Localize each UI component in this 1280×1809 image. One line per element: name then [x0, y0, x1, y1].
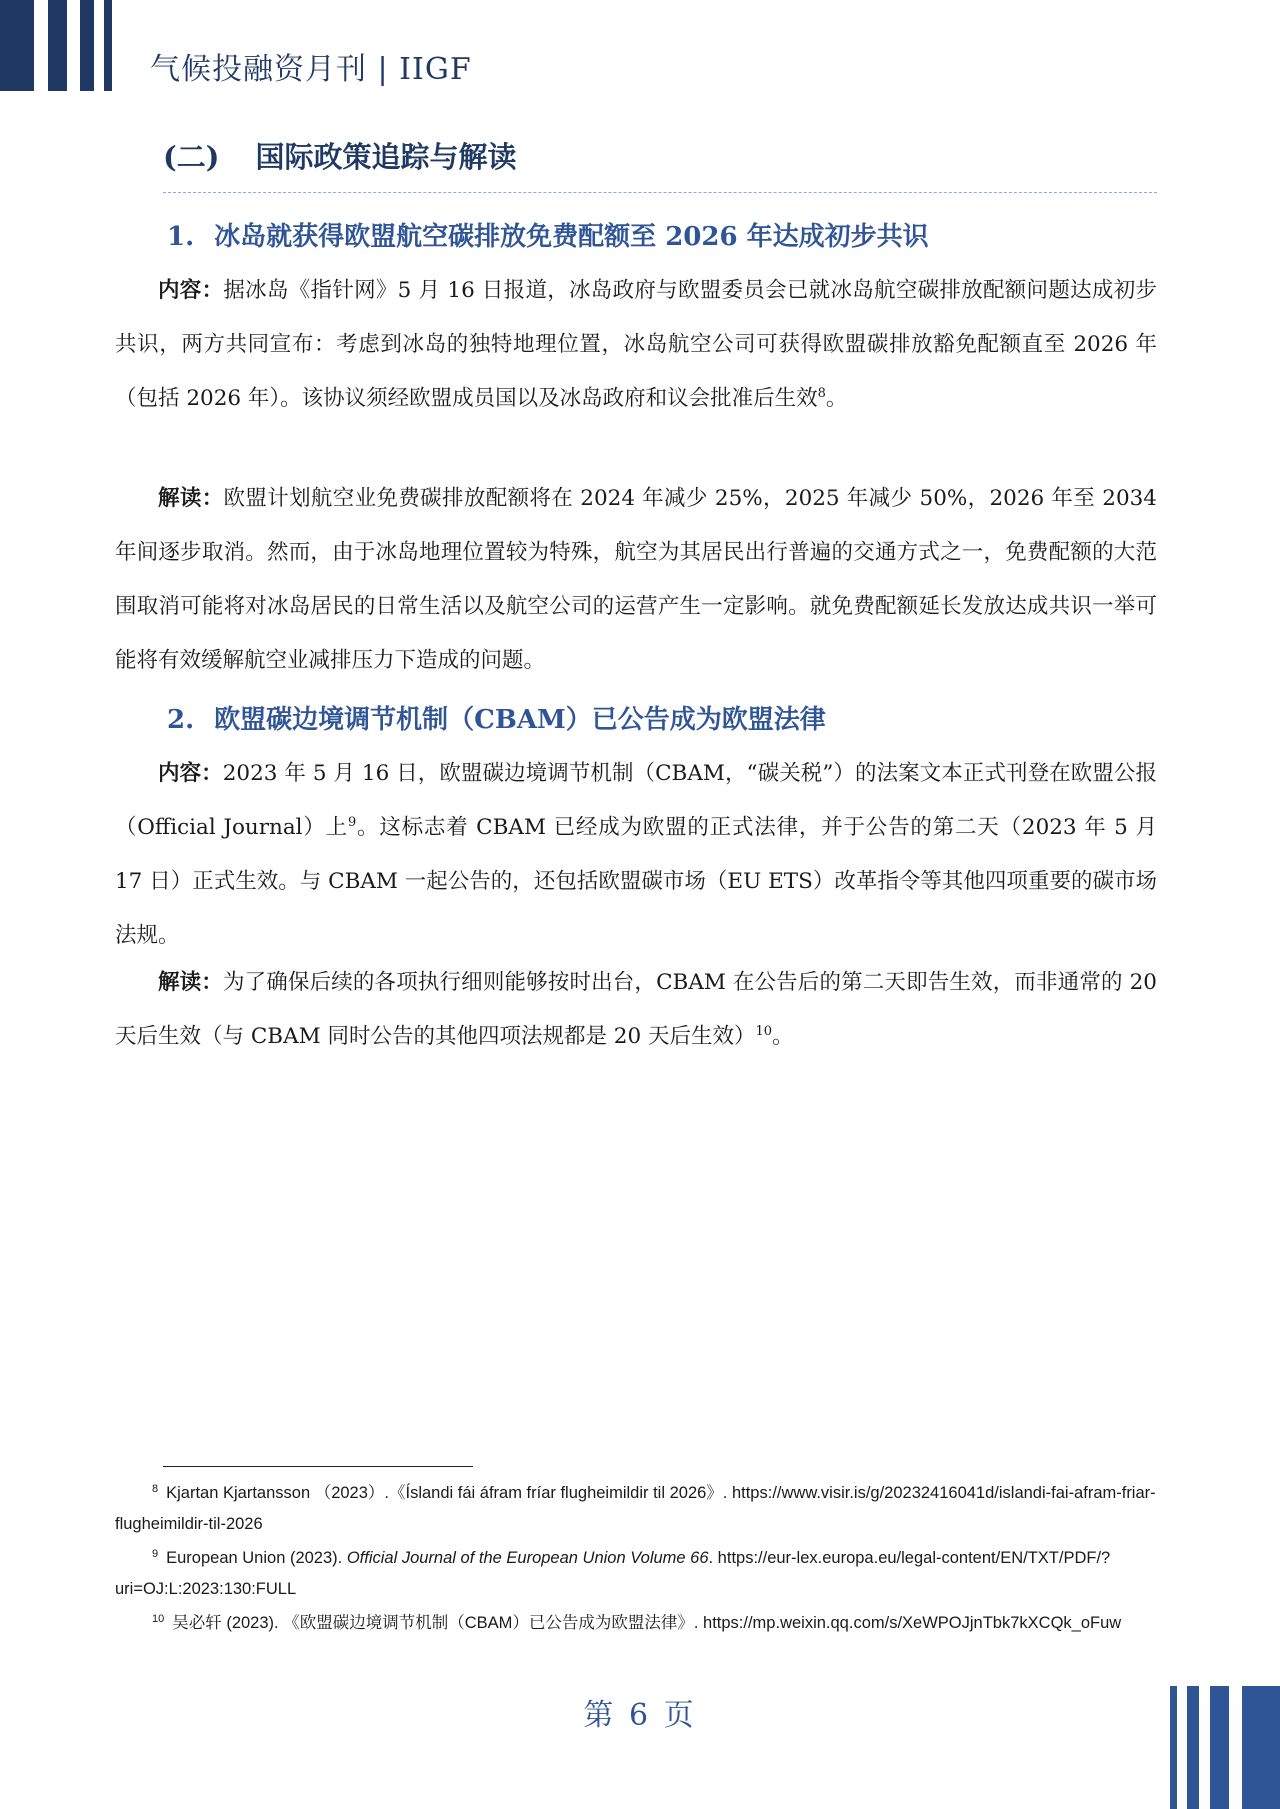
- analysis-label: 解读：: [158, 486, 224, 511]
- footnote-ref[interactable]: 10: [755, 1023, 773, 1039]
- content-text: 2023 年 5 月 16 日，欧盟碳边境调节机制（CBAM，“碳关税”）的法案文本正式刊登在欧盟公报（Official Journal）上: [115, 761, 1157, 840]
- item-title: 欧盟碳边境调节机制（CBAM）已公告成为欧盟法律: [214, 705, 826, 735]
- header-bar: [0, 0, 34, 91]
- header-bar: [80, 0, 94, 91]
- analysis-text: 欧盟计划航空业免费碳排放配额将在 2024 年减少 25%，2025 年减少 50%，2026 年至 2034 年间逐步取消。然而，由于冰岛地理位置较为特殊，航空为其居民出行普遍的交通方式之一，免费配额的大范围取消可能将对冰岛居民的日常生活以及航空公司的运营产生一定影响。就免费配额延长发放达成共识一举可能将有效缓解航空业减排压力下造成的问题。: [115, 486, 1157, 673]
- analysis-paragraph: [115, 956, 1157, 1064]
- content-text: 。这标志着 CBAM 已经成为欧盟的正式法律，并于公告的第二天（2023 年 5 月 17 日）正式生效。与 CBAM 一起公告的，还包括欧盟碳市场（EU ETS）改革指令等其他四项重要的碳市场法规。: [115, 815, 1157, 948]
- analysis-end: 。: [772, 1024, 794, 1049]
- footer-decoration-bars: [1170, 1686, 1280, 1809]
- content-text: 据冰岛《指针网》5 月 16 日报道，冰岛政府与欧盟委员会已就冰岛航空碳排放配额问题达成初步共识，两方共同宣布：考虑到冰岛的独特地理位置，冰岛航空公司可获得欧盟碳排放豁免配额直至 2026 年（包括 2026 年）。该协议须经欧盟成员国以及冰岛政府和议会批准后生效: [115, 278, 1157, 411]
- section-title: 国际政策追踪与解读: [255, 140, 517, 174]
- footer-bar: [1187, 1686, 1199, 1809]
- item-number: 1.: [167, 222, 195, 252]
- footnote-number: 8: [152, 1482, 159, 1495]
- section-number: (二): [163, 140, 220, 174]
- analysis-label: 解读：: [158, 970, 223, 995]
- content-end: 。: [825, 386, 848, 411]
- footnote: [115, 1543, 1157, 1604]
- content-paragraph: [115, 264, 1157, 426]
- header-bar: [48, 0, 67, 91]
- footnote-link[interactable]: . https://eur-lex.europa.eu/legal-content/EN/TXT/PDF/?uri=OJ:L:2023:130:FULL: [115, 1549, 1111, 1598]
- section-heading: [163, 135, 516, 176]
- content-label: 内容：: [158, 278, 224, 303]
- item-number: 2.: [167, 705, 195, 735]
- footer-bar: [1242, 1686, 1280, 1809]
- item-heading: [167, 216, 929, 253]
- analysis-text: 为了确保后续的各项执行细则能够按时出台，CBAM 在公告后的第二天即告生效，而非通常的 20 天后生效（与 CBAM 同时公告的其他四项法规都是 20 天后生效）: [115, 970, 1157, 1049]
- header-bar: [104, 0, 112, 91]
- footnote-rule: [163, 1466, 473, 1467]
- footnote-text[interactable]: Kjartan Kjartansson （2023）.《Íslandi fái áfram fríar flugheimildir til 2026》. https://www.visir.is/g/20232416041d/islandi-fai-afram-friar-flugheimildir-til-2026: [115, 1484, 1156, 1533]
- content-paragraph: [115, 747, 1157, 963]
- footnotes: [115, 1478, 1157, 1643]
- item-title: 冰岛就获得欧盟航空碳排放免费配额至 2026 年达成初步共识: [214, 222, 929, 252]
- header-decoration-bars: [0, 0, 115, 91]
- item-heading: [167, 699, 826, 736]
- footnote-italic-title: Official Journal of the European Union Volume 66: [346, 1549, 709, 1567]
- section-divider: [163, 192, 1157, 193]
- footnote-number: 10: [152, 1612, 165, 1625]
- footnote-text: European Union (2023).: [166, 1549, 347, 1567]
- footnote: [115, 1608, 1157, 1639]
- content-label: 内容：: [158, 761, 223, 786]
- header-title: 气候投融资月刊 | IIGF: [150, 52, 472, 87]
- footnote-ref[interactable]: 8: [817, 385, 826, 401]
- footnote-ref[interactable]: 9: [347, 814, 357, 830]
- footer-bar: [1210, 1686, 1229, 1809]
- footnote: [115, 1478, 1157, 1539]
- footer-bar: [1170, 1686, 1177, 1809]
- footnote-text[interactable]: 吴必轩 (2023). 《欧盟碳边境调节机制（CBAM）已公告成为欧盟法律》. https://mp.weixin.qq.com/s/XeWPOJjnTbk7kXCQk_oFuw: [172, 1614, 1122, 1632]
- page-number: 第 6 页: [583, 1698, 697, 1733]
- analysis-paragraph: [115, 472, 1157, 688]
- footnote-number: 9: [152, 1547, 159, 1560]
